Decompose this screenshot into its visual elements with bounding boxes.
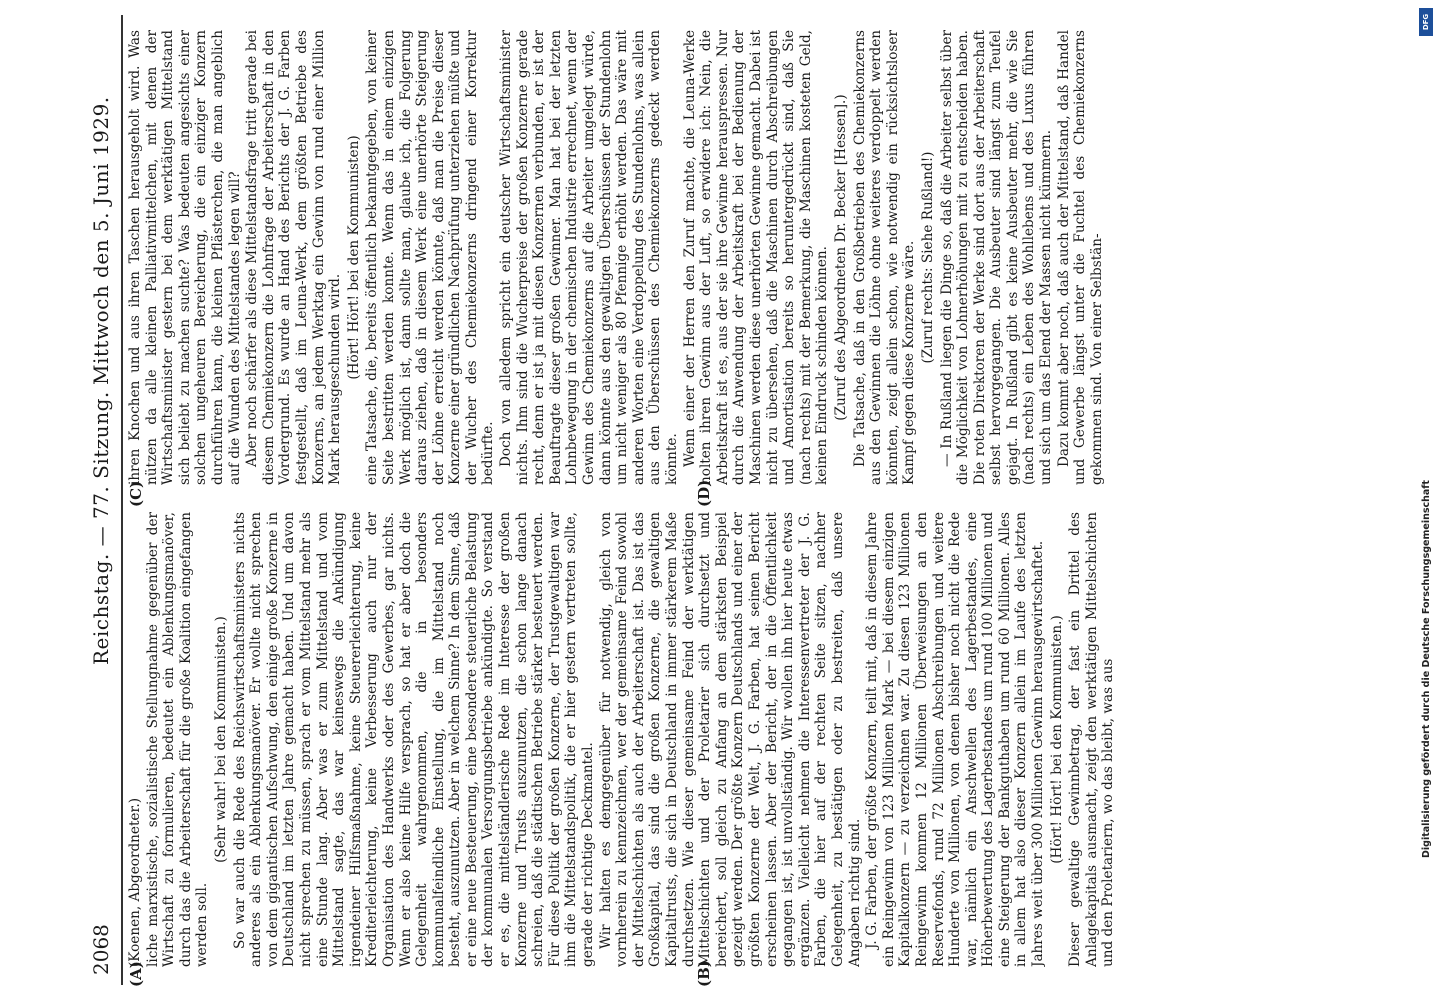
session-title: Reichstag. — 77. Sitzung. xyxy=(89,391,113,665)
margin-marker-a: (A) xyxy=(127,961,145,987)
paragraph: liche marxistische, sozialistische Stellungnahme gegenüber der Wirtschaft zu formulieren, bedeutet ein Ablenkungsmanöver, durch das die Arbeiterschaft für die große Koalition eingefangen werden soll. xyxy=(144,512,211,967)
page-header xyxy=(85,15,123,985)
paragraph: So war auch die Rede des Reichswirtschaftsministers nichts anderes als ein Ablenkungsmanöver. Er wollte nicht sprechen von dem gigantischen Aufschwung, den einige große Konzerne in Deutschland im letzten Jahre gemacht haben. Und um davon nicht sprechen zu müssen, sprach er vom Mittelstand mehr als eine Stunde lang. Aber was er zum Mittelstand und vom Mittelstand sagte, das war keineswegs die Ankündigung irgendeiner Hilfsmaßnahme, keine Steuererleichterung, keine Krediterleichterung, keine Verbesserung auch nur der Organisation des Handwerks oder des Gewerbes, gar nichts. Wenn er also keine Hilfe versprach, so hat er aber doch die Gelegenheit wahrgenommen, die in besonders kommunalfeindliche Einstellung, die im Mittelstand noch besteht, auszunutzen. Aber in welchem Sinne? In dem Sinne, daß er eine neue Besteuerung, eine besondere steuerliche Belastung der kommunalen Versorgungsbetriebe ankündigte. So verstand er es, die mittelständlerische Rede im Interesse der großen Konzerne und Trusts auszunutzen, die schon lange danach schreien, daß die städtischen Betriebe stärker besteuert werden. Für diese Politik der großen Konzerne, der Trustgewaltigen war ihm die Mittelstandspolitik, die er hier gestern vertreten sollte, gerade der richtige Deckmantel. xyxy=(231,512,597,967)
paragraph: J. G. Farben, der größte Konzern, teilt mit, daß in diesem Jahre ein Reingewinn von 123 Millionen Mark — bei diesem einzigen Kapitalkonzern — zu verzeichnen war. Zu diesen 123 Millionen Reingewinn kommen 12 Millionen Überweisungen an den Reservefonds, rund 72 Millionen Abschreibungen und weitere Hunderte von Millionen, von denen bisher noch nicht die Rede war, nämlich ein Anschwellen des Lagerbestandes, eine Höherbewertung des Lagerbestandes um rund 100 Millionen und eine Steigerung der Bankguthaben um rund 60 Millionen. Alles in allem hat also dieser Konzern allein im Laufe des letzten Jahres weit über 300 Millionen Gewinn herausgewirtschaftet. xyxy=(864,512,1047,967)
interjection: (Zuruf rechts: Siehe Rußland!) xyxy=(919,151,936,364)
page-number: 2068 xyxy=(89,924,113,975)
session-date: Mittwoch den 5. Juni 1929. xyxy=(89,96,113,385)
paragraph: Wenn einer der Herren den Zuruf machte, die Leuna-Werke holten ihren Gewinn aus der Luft, so erwidere ich: Nein, die Arbeitskraft ist es, aus der sie ihre Gewinne herauspressen. Nur durch die Anwendung der Arbeitskraft bei der Bedienung der Maschinen werden diese unerhörten Gewinne gemacht. Dabei ist nicht zu übersehen, daß die Maschinen durch Abschreibungen und Amortisation bereits so heruntergedrückt sind, daß Sie (nach rechts) mit der Bemerkung, die Maschinen kosteten Geld, keinen Eindruck schinden können. xyxy=(681,30,831,485)
interjection: (Hört! Hört! bei den Kommunisten.) xyxy=(1048,615,1065,864)
dfg-logo: DFG xyxy=(1419,8,1433,36)
paragraph: eine Tatsache, die, bereits öffentlich bekanntgegeben, von keiner Seite bestritten werden konnte. Wenn das in einem einzigen Werk möglich ist, dann sollte man, glaube ich, die Folgerung daraus ziehen, daß in diesem Werk eine unerhörte Steigerung der Löhne erreicht werden könnte, daß man die Preise dieser Konzerne einer gründlichen Nachprüfung unterziehen müßte und der Wucher des Chemiekonzerns dringend einer Korrektur bedürfte. xyxy=(364,30,497,485)
interjection: (Sehr wahr! bei den Kommunisten.) xyxy=(212,616,229,863)
header-rule xyxy=(121,15,123,985)
left-column xyxy=(127,512,1407,967)
paragraph: Die Tatsache, daß in den Großbetrieben des Chemiekonzerns aus den Gewinnen die Löhne ohne weiteres verdoppelt werden könnten, zeigt allein schon, wie notwendig ein rücksichtsloser Kampf gegen diese Konzerne wäre. xyxy=(851,30,918,485)
paragraph: Dazu kommt aber noch, daß auch der Mittelstand, daß Handel und Gewerbe längst unter die Fuchtel des Chemiekonzerns gekommen sind. Von einer Selbstän- xyxy=(1055,30,1105,485)
interjection: (Hört! Hört! bei den Kommunisten) xyxy=(345,135,362,380)
rotated-page xyxy=(85,15,1415,985)
margin-marker-b: (B) xyxy=(695,960,713,987)
paragraph: ihren Knochen und aus ihren Taschen herausgeholt wird. Was nützen da alle kleinen Palliativmittelchen, mit denen der Wirtschaftsminister gestern bei dem werktätigen Mittelstand sich beliebt zu machen suchte? Was bedeuten angesichts einer solchen ungeheuren Bereicherung, die ein einziger Konzern durchführen kann, die kleinen Pflästerchen, die man angeblich auf die Wunden des Mittelstandes legen will? xyxy=(127,30,243,485)
right-column xyxy=(127,30,1407,485)
paragraph: — In Rußland liegen die Dinge so, daß die Arbeiter selbst über die Möglichkeit von Lohnerhöhungen mit zu entscheiden haben. Die roten Direktoren der Werke sind dort aus der Arbeiterschaft selbst hervorgegangen. Die Ausbeuter sind längst zum Teufel gejagt. In Rußland gibt es keine Ausbeuter mehr, die wie Sie (nach rechts) ein Leben des Wohllebens und des Luxus führen und sich um das Elend der Massen nicht kümmern. xyxy=(938,30,1055,485)
paragraph: Wir halten es demgegenüber für notwendig, gleich von vornherein zu kennzeichnen, wer der gemeinsame Feind sowohl der Mittelschichten als auch der Arbeiterschaft ist. Das ist das Großkapital, das sind die großen Konzerne, die gewaltigen Kapitaltrusts, die sich in Deutschland in immer stärkerem Maße durchsetzen. Wie dieser gemeinsame Feind der werktätigen Mittelschichten und der Proletarier sich durchsetzt und bereichert, soll gleich zu Anfang an dem stärksten Beispiel gezeigt werden. Der größte Konzern Deutschlands und einer der größten Konzerne der Welt, J. G. Farben, hat seinen Bericht erscheinen lassen. Aber der Bericht, der in die Öffentlichkeit gegangen ist, ist unvollständig. Wir wollen ihn hier heute etwas ergänzen. Vielleicht nehmen die Interessenvertreter der J. G. Farben, die hier auf der rechten Seite sitzen, nachher Gelegenheit, zu bestätigen oder zu bestreiten, daß unsere Angaben richtig sind. xyxy=(597,512,863,967)
paragraph: Aber noch schärfer als diese Mittelstandsfrage tritt gerade bei diesem Chemiekonzern die Lohnfrage der Arbeiterschaft in den Vordergrund. Es wurde an Hand des Berichts der J. G. Farben festgestellt, daß im Leuna-Werk, dem größten Betriebe des Konzerns, an jedem Werktag ein Gewinn von rund einer Million Mark herausgeschunden wird. xyxy=(244,30,344,485)
funding-notice xyxy=(1421,8,1431,888)
paragraph: Doch von alledem spricht ein deutscher Wirtschaftsminister nichts. Ihm sind die Wucherpreise der großen Konzerne gerade recht, denn er ist ja mit diesen Konzernen verbunden, er ist der Beauftragte dieser großen Gewinner. Man hat bei der letzten Lohnbewegung in der chemischen Industrie errechnet, wenn der Gewinn des Chemiekonzerns auf die Arbeiter umgelegt würde, dann könnte aus den gewaltigen Überschüssen der Stundenlohn um nicht weniger als 80 Pfennige erhöht werden. Das wäre mit anderen Worten eine Verdoppelung des Stundenlohns, was allein aus den Überschüssen des Chemiekonzerns gedeckt werden könnte. xyxy=(498,30,680,485)
paragraph: Dieser gewaltige Gewinnbetrag, der fast ein Drittel des Anlagekapitals ausmacht, zeigt den werktätigen Mittelschichten und den Proletariern, wo das bleibt, was aus xyxy=(1067,512,1117,967)
margin-marker-d: (D) xyxy=(695,479,713,507)
speaker-line: (Koenen, Abgeordneter.) xyxy=(127,797,143,967)
funding-text: Digitalisierung gefördert durch die Deutsche Forschungsgemeinschaft xyxy=(1421,480,1432,858)
margin-marker-c: (C) xyxy=(127,480,145,507)
interjection: (Zuruf des Abgeordneten Dr. Becker [Hessen].) xyxy=(832,94,849,421)
